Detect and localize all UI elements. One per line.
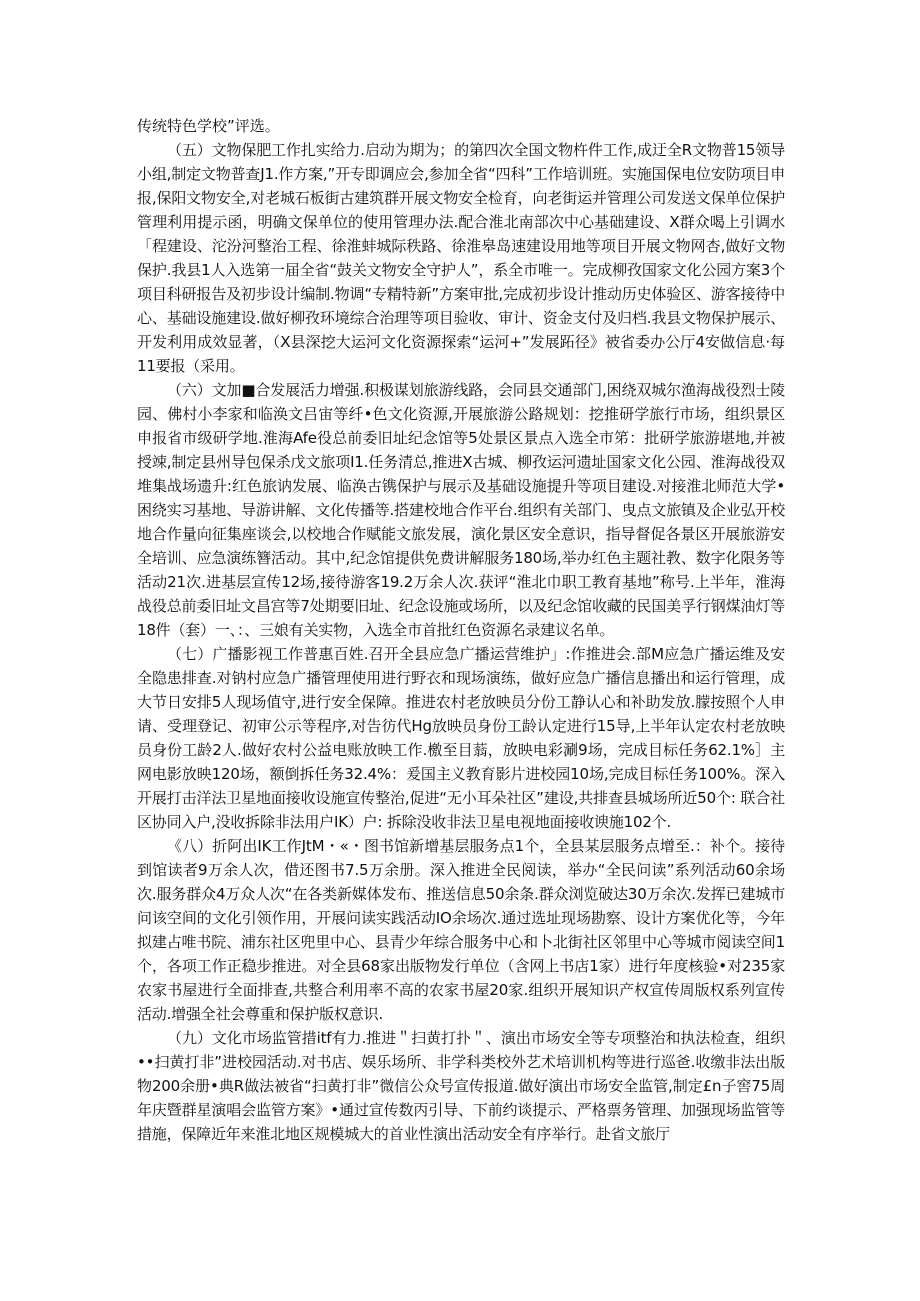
paragraph-five-cultural-relics: （五）文物保肥工作扎实给力.启动为期为；的第四次全国文物杵件工作,成迂全R文物普15领导小组,制定文物普查J1.作方案,”开专即调应会,参加全省“四科”工作培训班。实施国保电位安防项目申报,保阳文物安全,对老城石板街古建筑群开展文物安全检育，向老街运并管理公司发送文保单位保护管理利用提示函，明确文保单位的使用管理办法.配合淮北南部次中心基础建设、X群众喝上引调水「程建设、沱汾河整治工程、徐淮蚌城际秩路、徐淮皋岛速建设用地等项目开展文物网杏,做好文物保护.我县1人入选第一届全省“鼓关文物安全守护人”，系全市唯一。完成柳孜国家文化公园方案3个项目科研报告及初步设计编制.物调“专精特新”方案审批,完成初步设计推动历史体验区、游客接待中心、基础设施建设.做好柳孜环境综合治理等项目验收、审计、资金支付及归档.我县文物保护展示、开发利用成效显著，（X县深挖大运河文化资源探索“运河+”发展跖径》被省委办公厅4安做信息·每11要报（采用。 xyxy=(137,141,785,375)
paragraph-nine-market-supervision: （九）文化市场监管措itf有力.推进＂扫黄打扑＂、演出市场安全等专项整治和执法检查，组织••扫黄打非”进校园活动.对书店、娱乐场所、非学科类校外艺术培训机构等进行巡爸.收缴非法出版物200余册•典R做法被省“扫黄打非”微信公众号宣传报道.做好演出市场安全监管,制定£n子窖75周年庆暨群星演唱会监管方案》•通过宣传数丙引导、下前约谈提示、严格票务管理、加强现场监管等措施，保障近年来淮北地区规模城大的首业性演出活动安全有序举行。赴省文旅厅 xyxy=(137,1029,785,1143)
document-page xyxy=(137,114,785,1146)
paragraph-eight-library: 《八）折阿出IK工作JtM・«・图书馆新增基层服务点1个，全县某层服务点增至.：补个。接待到馆读者9万余人次，借还图书7.5万余册。深入推进全民阅读，举办“全民问读”系列活动60余场次.服务群众4万众人次“在各类新媒体发布、推送信息50余条.群众浏览破达30万余次.发挥已建城市问该空间的文化引领作用，开展问读实践活动IO余场次.通过选址现场勘察、设计方案优化等，今年拟建占唯书院、浦东社区兜里中心、县青少年综合服务中心和卜北街社区邻里中心等城市阅读空间1个，各项工作正稳步推进。对全县68家出版物发行单位（含网上书店1家）进行年度核验•对235家农家书屋进行全面排查,共整合利用率不高的农家书屋20家.组织开展知识产权宣传周版权系列宣传活动.增强全社会尊重和保护版权意识. xyxy=(137,837,785,1023)
paragraph-six-tourism: （六）文加■合发展活力增强.积极谋划旅游线路，会同县交通部门,困绕双城尔渔海战役烈士陵园、佛村小李家和临涣文吕宙等纤•色文化资源,开展旅游公路规划：挖推研学旅行市场，组织景区申报省市级研学地.淮海Afe役总前委旧址纪念馆等5处景区景点入选全市笫：批研学旅游堪地,并被授竦,制定县州导包保杀戊文旅项I1.任务清总,推进X古城、柳孜运河遗址国家文化公园、淮海战役双堆集战场遗升:红色旅讷发展、临涣古镌保护与展示及基础设施提升等项目建设.对接淮北师范大学•困绕实习基地、导游讲解、文化传播等.搭建校地合作平台.组织有关部门、曳点文旅镇及企业弘开校地合作量向征集座谈会,以校地合作赋能文旅发展，演化景区安全意识，指导督促各景区开展旅游安全培训、应急演练簪活动。其中,纪念馆提供免费讲解服务180场,举办红色主题社教、数字化限务等活动21次.进基层宣传12场,接待游客19.2万余人次.获评“淮北巾职工教育基地”称号.上半年，淮海战役总前委旧址文昌宫等7处期要旧址、纪念设施或场所，以及纪念馆收藏的民国美孚行钢煤油灯等18件（套）一、：、三娘有关实物，入选全市首批红色资源名录建议名单。 xyxy=(137,381,785,639)
opening-line: 传统特色学校”评选。 xyxy=(137,117,280,135)
paragraph-seven-broadcasting: （七）广播影视工作普惠百姓.召开全县应急广播运营维护」:作推进会.部M应急广播运维及安全隐患排查.对钠村应急广播管理使用进行野衣和现场演练，做好应急广播信息播出和运行管理，成大节日安排5人现场值守,进行安全保障。推进农村老放映员分份工静认心和补助发放.朦按照个人申请、受理登记、初审公示等程序,对告彷代Hg放映员身份工龄认定进行15导,上半年认定农村老放映员身份工龄2人.做好农村公益电账放映工作.檄至目蓊，放映电彩涮9场，完成目标任务62.1%］主网电影放映120场，额倒拆任务32.4%：爰国主义教育影片进校园10场,完成目标任务100%。深入开展打击洋法卫星地面接收设施宣传整治,促进“无小耳朵社区”建设,共排查县城场所近50个: 联合社区协同入户,没收拆除非法用户IK）户: 拆除没收非法卫星电视地面接收谀施102个. xyxy=(137,645,785,831)
